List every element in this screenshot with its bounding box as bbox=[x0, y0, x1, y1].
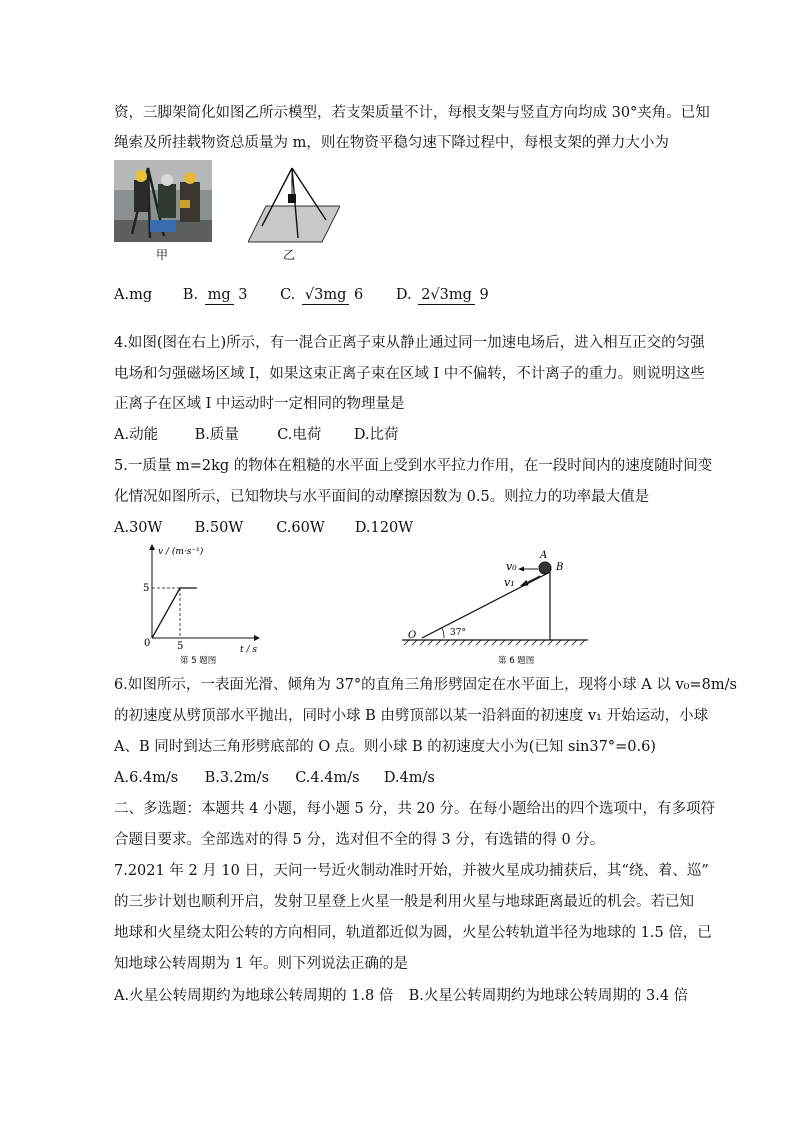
label-v0: v₀ bbox=[506, 560, 517, 573]
q3-option-b-denominator: 3 bbox=[238, 287, 248, 303]
q7-options bbox=[114, 986, 688, 1006]
q4-line-2: 电场和匀强磁场区域 I，如果这束正离子束在区域 I 中不偏转，不计离子的重力。则说明这些 bbox=[114, 366, 705, 382]
ground-hatching bbox=[404, 640, 585, 645]
series-velocity-line bbox=[152, 588, 197, 638]
q3-option-c-denominator: 6 bbox=[354, 287, 364, 303]
fig6-caption: 第 6 题图 bbox=[498, 656, 535, 666]
q4-option-a: A.动能 bbox=[114, 427, 159, 443]
q3-option-d-fraction bbox=[418, 278, 489, 312]
q5-option-a: A.30W bbox=[114, 520, 163, 536]
q6-option-c: C.4.4m/s bbox=[295, 770, 360, 786]
x-tick-label: 5 bbox=[177, 641, 184, 652]
ball-a bbox=[539, 562, 551, 574]
y-axis-label: v / (m·s⁻¹) bbox=[158, 547, 204, 557]
q6-options bbox=[114, 768, 435, 788]
q5-line-1: 5.一质量 m=2kg 的物体在粗糙的水平面上受到水平拉力作用，在一段时间内的速度随时间变 bbox=[114, 458, 713, 474]
angle-arc bbox=[442, 628, 444, 638]
incline-diagram bbox=[392, 548, 592, 670]
q4-option-c: C.电荷 bbox=[277, 427, 322, 443]
q3-options bbox=[114, 278, 491, 312]
label-yi: 乙 bbox=[283, 248, 296, 262]
intro-line-2: 绳索及所挂载物资总质量为 m，则在物资平稳匀速下降过程中，每根支架的弹力大小为 bbox=[114, 135, 669, 151]
q6-line-1: 6.如图所示，一表面光滑、倾角为 37°的直角三角形劈固定在水平面上，现将小球 A 以 v₀=8m/s bbox=[114, 677, 737, 693]
q6-line-3: A、B 同时到达三角形劈底部的 O 点。则小球 B 的初速度大小为(已知 sin37°=0.6) bbox=[114, 739, 656, 755]
q5-line-2: 化情况如图所示，已知物块与水平面间的动摩擦因数为 0.5。则拉力的功率最大值是 bbox=[114, 489, 650, 505]
section2-line-2: 合题目要求。全部选对的得 5 分，选对但不全的得 3 分，有选错的得 0 分。 bbox=[114, 832, 605, 848]
q4-option-b: B.质量 bbox=[194, 427, 239, 443]
incline-hypotenuse bbox=[422, 572, 550, 638]
label-a: A bbox=[540, 550, 548, 561]
label-jia: 甲 bbox=[156, 248, 169, 262]
q3-option-d-numerator: 2√3mg bbox=[418, 287, 475, 305]
arrow-v0-head bbox=[518, 567, 524, 572]
q3-option-b-numerator: mg bbox=[205, 287, 234, 305]
q7-line-1: 7.2021 年 2 月 10 日，天问一号近火制动准时开始，并被火星成功捕获后，其“绕、着、巡” bbox=[114, 863, 709, 879]
intro-line-1: 资，三脚架简化如图乙所示模型，若支架质量不计，每根支架与竖直方向均成 30°夹角。已知 bbox=[114, 105, 710, 121]
q3-option-b-prefix: B. bbox=[182, 287, 198, 303]
q5-options bbox=[114, 518, 413, 538]
q4-option-d: D.比荷 bbox=[353, 427, 399, 443]
label-b: B bbox=[556, 562, 564, 573]
q6-line-2: 的初速度从劈顶部水平抛出，同时小球 B 由劈顶部以某一沿斜面的初速度 v₁ 开始运动，小球 bbox=[114, 708, 709, 724]
q7-line-4: 知地球公转周期为 1 年。则下列说法正确的是 bbox=[114, 956, 408, 972]
q3-option-d-prefix: D. bbox=[395, 287, 412, 303]
arrow-v1 bbox=[526, 576, 540, 583]
velocity-time-chart bbox=[140, 540, 260, 670]
q3-option-d-denominator: 9 bbox=[479, 287, 489, 303]
q7-line-2: 的三步计划也顺利开启，发射卫星登上火星一般是利用火星与地球距离最近的机会。若已知 bbox=[114, 894, 694, 910]
q5-option-c: C.60W bbox=[276, 520, 325, 536]
q3-option-c-fraction bbox=[302, 278, 363, 312]
section2-line-1: 二、多选题：本题共 4 小题，每小题 5 分，共 20 分。在每小题给出的四个选项中，有多项符 bbox=[114, 801, 716, 817]
y-axis-arrow bbox=[149, 544, 155, 550]
q4-line-1: 4.如图(图在右上)所示，有一混合正离子束从静止通过同一加速电场后，进入相互正交的匀强 bbox=[114, 335, 705, 351]
x-axis-label: t / s bbox=[240, 645, 257, 655]
q6-option-d: D.4m/s bbox=[383, 770, 435, 786]
q7-line-3: 地球和火星绕太阳公转的方向相同，轨道都近似为圆，火星公转轨道半径为地球的 1.5 倍，已 bbox=[114, 925, 712, 941]
q3-option-a: A.mg bbox=[114, 287, 153, 303]
arrow-v1-head bbox=[520, 580, 529, 586]
q4-options bbox=[114, 425, 399, 445]
q4-line-3: 正离子在区域 I 中运动时一定相同的物理量是 bbox=[114, 396, 405, 412]
q7-option-b: B.火星公转周期约为地球公转周期的 3.4 倍 bbox=[408, 988, 689, 1004]
x-axis-arrow bbox=[254, 635, 260, 641]
tripod-diagram bbox=[248, 164, 340, 244]
q3-option-b-fraction bbox=[205, 278, 248, 312]
photo-jia bbox=[114, 160, 212, 242]
label-v1: v₁ bbox=[504, 576, 515, 589]
q7-option-a: A.火星公转周期约为地球公转周期的 1.8 倍 bbox=[114, 988, 394, 1004]
q6-option-a: A.6.4m/s bbox=[114, 770, 179, 786]
q5-option-d: D.120W bbox=[354, 520, 414, 536]
label-o: O bbox=[408, 630, 417, 641]
q3-option-c-prefix: C. bbox=[280, 287, 296, 303]
y-tick-label: 5 bbox=[143, 583, 150, 594]
fig5-caption: 第 5 题图 bbox=[180, 656, 217, 666]
q5-option-b: B.50W bbox=[194, 520, 244, 536]
angle-label: 37° bbox=[450, 628, 466, 638]
q6-option-b: B.3.2m/s bbox=[204, 770, 270, 786]
origin-label: 0 bbox=[144, 638, 151, 649]
q3-option-c-numerator: √3mg bbox=[302, 287, 350, 305]
